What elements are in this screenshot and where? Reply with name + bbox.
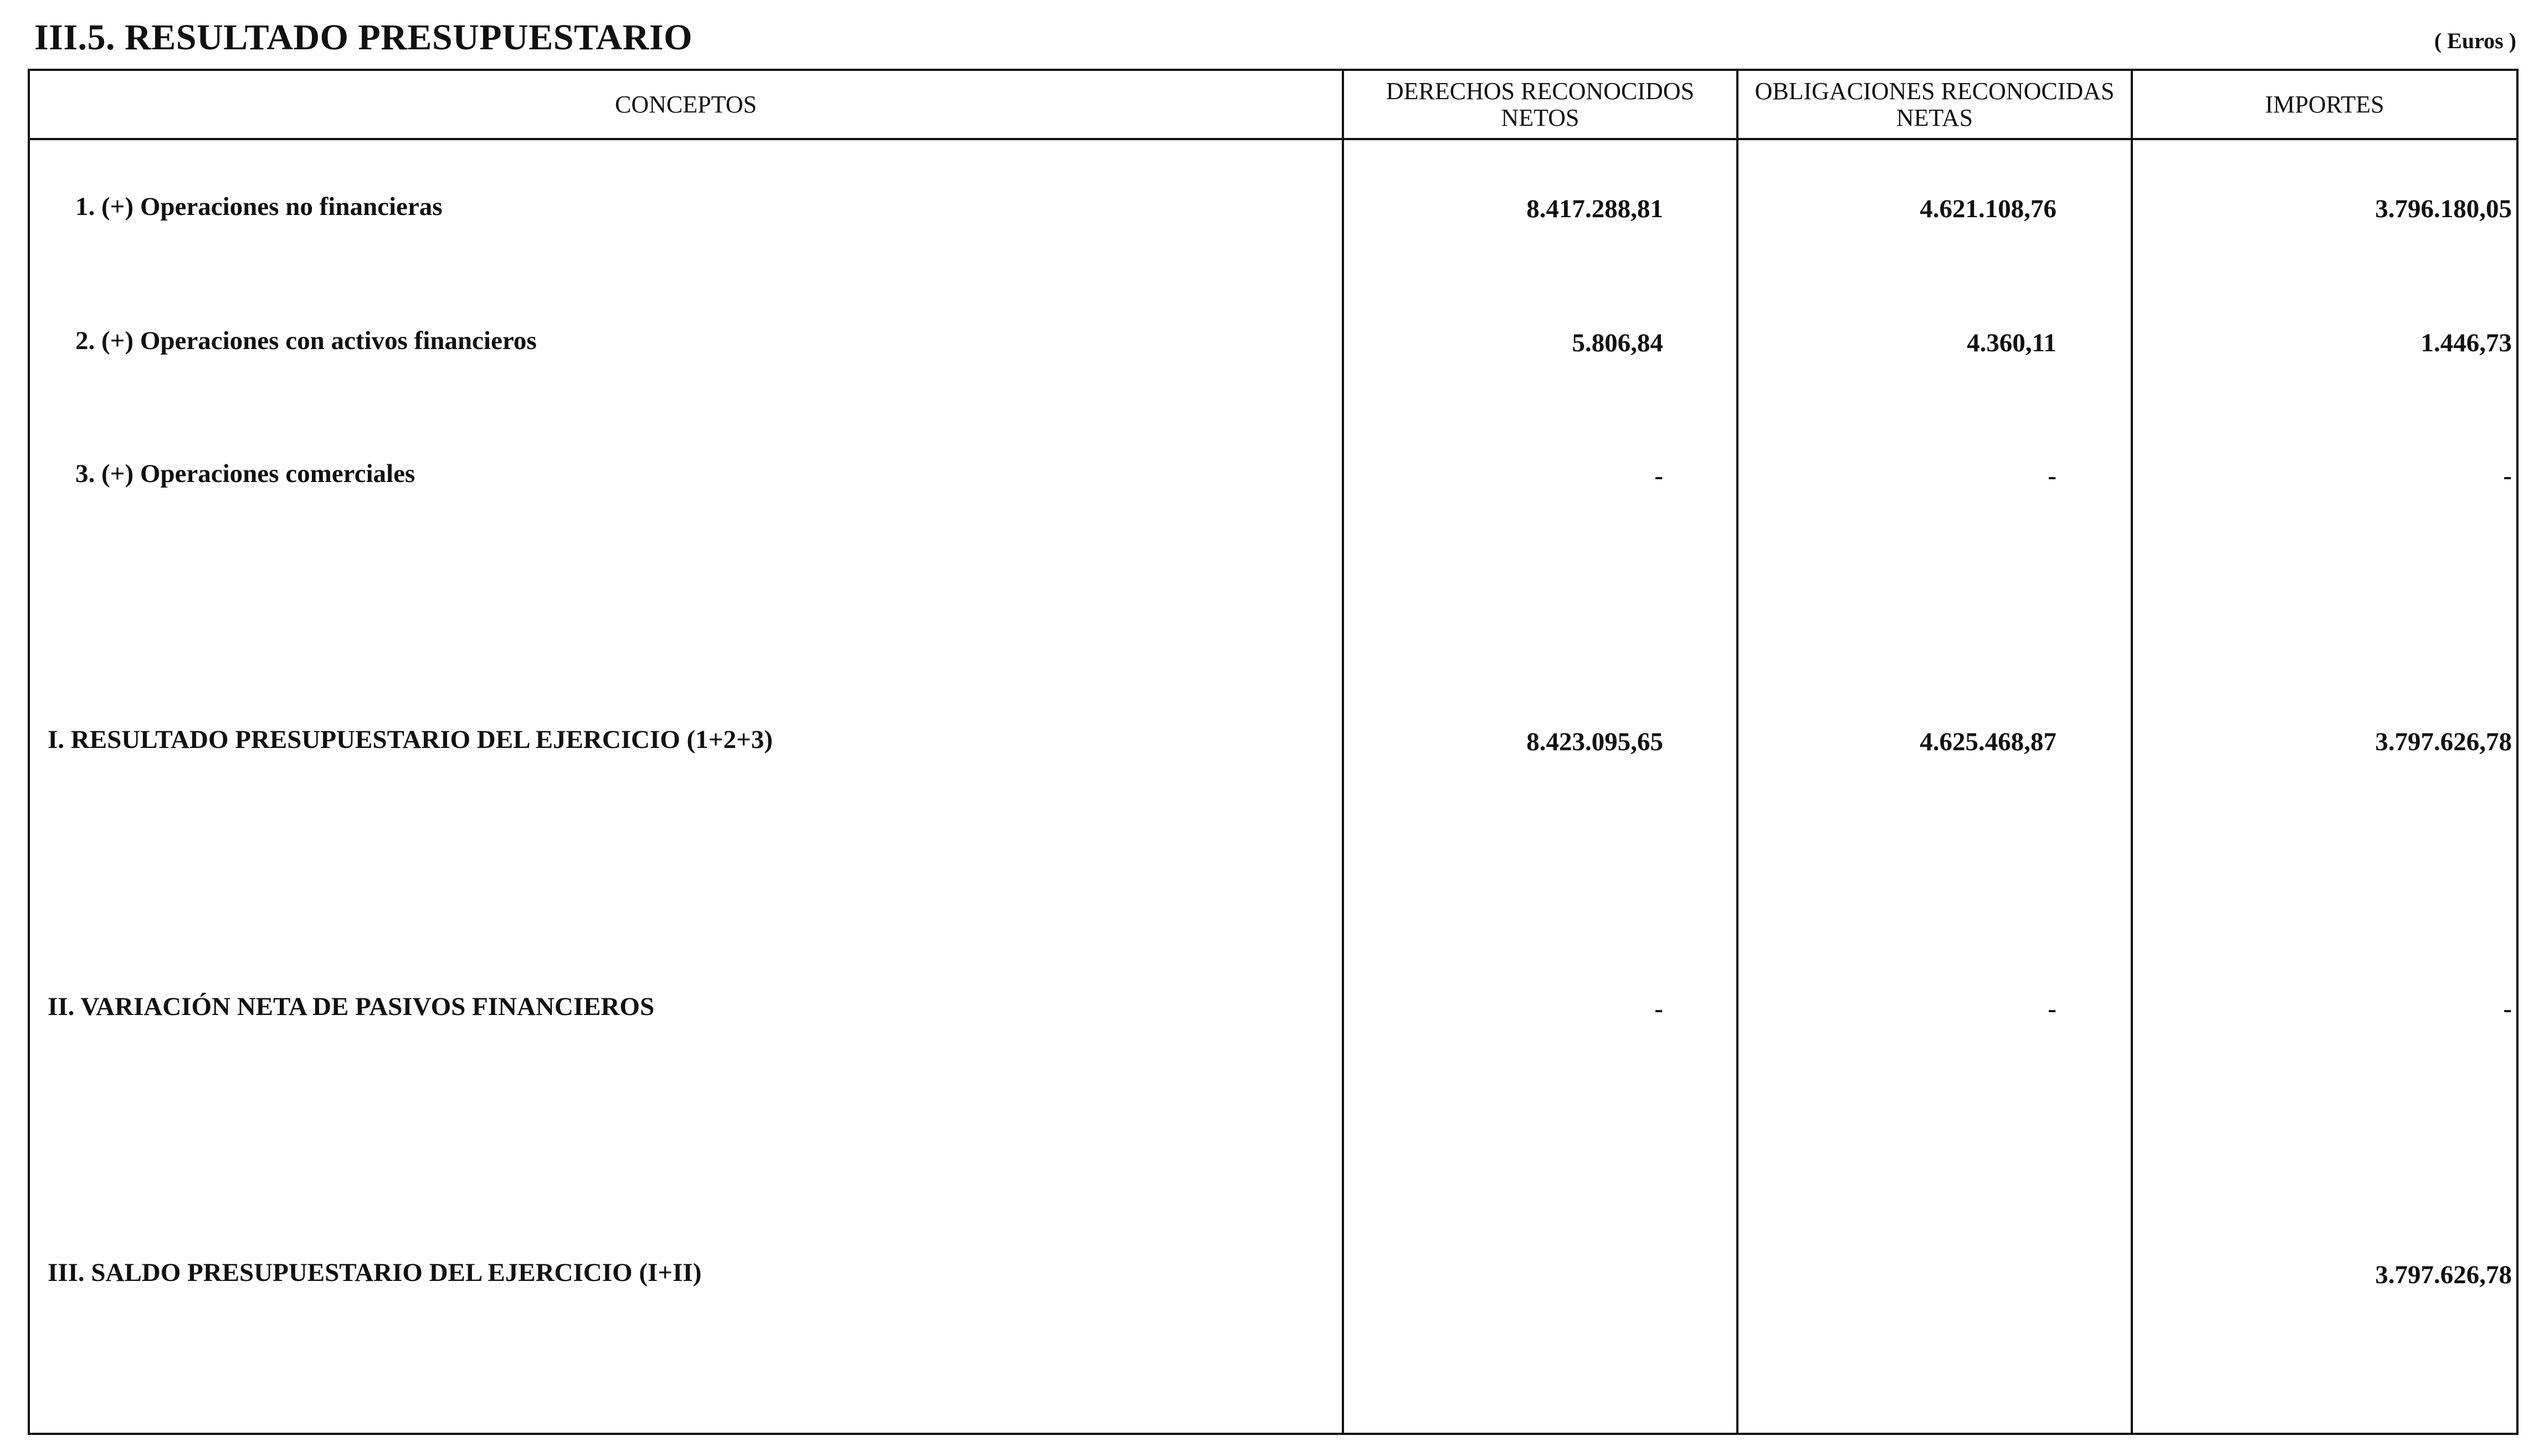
table-header [30,71,2516,140]
table-row-importes: 3.796.180,05 [2375,194,2512,223]
header-conceptos: CONCEPTOS [615,90,757,118]
table-row-derechos: - [1654,994,1663,1023]
table-row-importes: 3.797.626,78 [2375,727,2512,756]
table-row-importes: 3.797.626,78 [2375,1260,2512,1289]
table-row-derechos: 8.417.288,81 [1526,194,1663,223]
table-row-derechos: 5.806,84 [1572,329,1663,357]
table-row-obligaciones: 4.625.468,87 [1920,727,2056,756]
header-obligaciones: OBLIGACIONES RECONOCIDAS NETAS [1755,77,2115,131]
table-row-importes: - [2503,994,2512,1023]
table-row-obligaciones: - [2048,462,2056,490]
page-title: III.5. RESULTADO PRESUPUESTARIO [34,17,693,58]
table-row-label: III. SALDO PRESUPUESTARIO DEL EJERCICIO (I+II) [48,1258,702,1287]
currency-units: ( Euros ) [2434,28,2516,53]
table-row-derechos: 8.423.095,65 [1526,727,1663,756]
table-row-label: 3. (+) Operaciones comerciales [75,459,416,488]
header-derechos: DERECHOS RECONOCIDOS NETOS [1386,77,1695,131]
table-row-label: 1. (+) Operaciones no financieras [75,192,443,221]
column-divider [2131,71,2133,1433]
table-row-label: 2. (+) Operaciones con activos financieros [75,326,537,355]
table-row-obligaciones: - [2048,994,2056,1023]
table-row-obligaciones: 4.360,11 [1967,329,2056,357]
table-row-importes: 1.446,73 [2420,329,2512,357]
table-row-label: I. RESULTADO PRESUPUESTARIO DEL EJERCICIO (1+2+3) [48,725,773,754]
budget-result-table [28,69,2519,1435]
header-importes: IMPORTES [2265,90,2384,118]
table-row-obligaciones: 4.621.108,76 [1920,194,2056,223]
table-row-label: II. VARIACIÓN NETA DE PASIVOS FINANCIEROS [48,992,655,1021]
table-row-derechos: - [1654,462,1663,490]
column-divider [1342,71,1344,1433]
table-row-importes: - [2503,462,2512,490]
column-divider [1736,71,1738,1433]
